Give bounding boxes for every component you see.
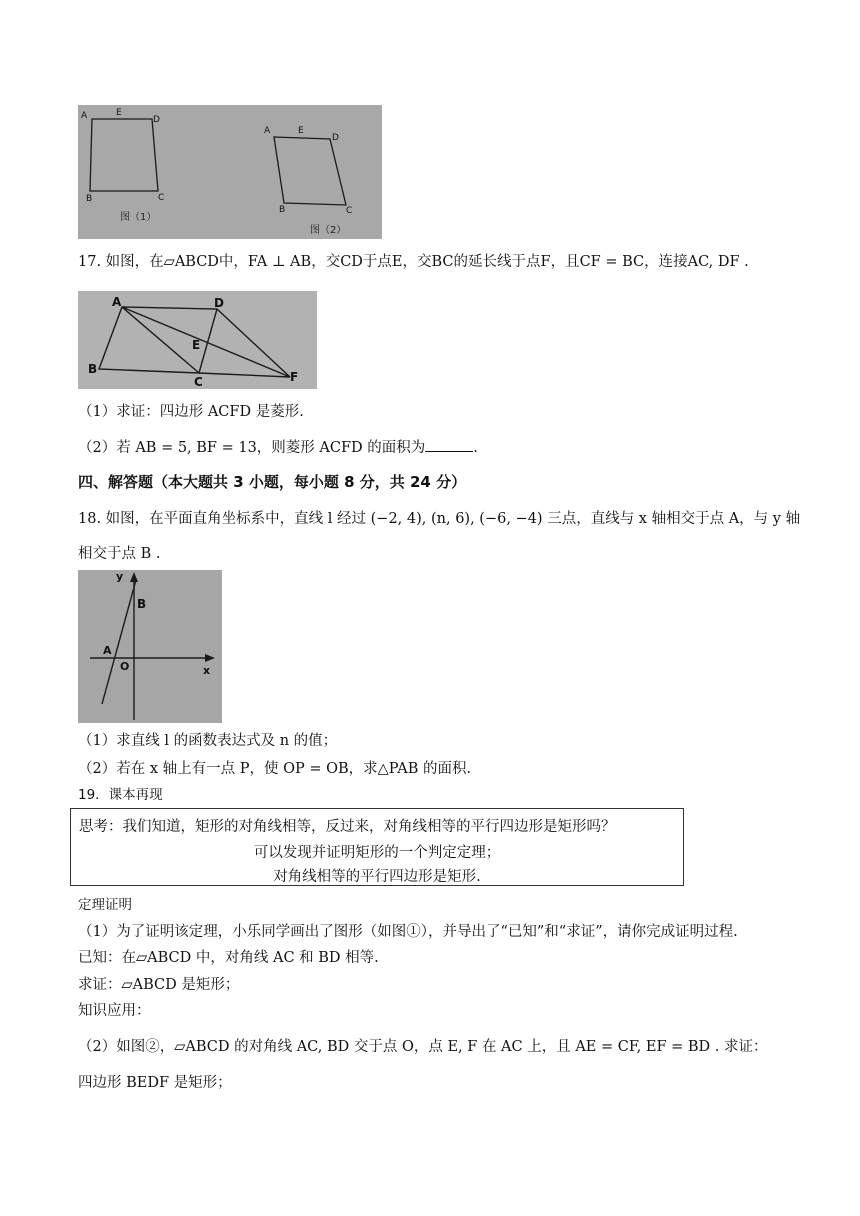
section-heading-text: 四、解答题（本大题共 3 小题，每小题 8 分，共 24 分） — [78, 473, 467, 491]
point-A: A — [112, 295, 122, 309]
q19-title — [78, 785, 163, 805]
q18-part2 — [78, 759, 471, 779]
fig1-point-C: C — [158, 193, 165, 203]
axis-label-x: x — [203, 664, 211, 677]
proof-title-text: 定理证明 — [78, 897, 132, 913]
think-box — [70, 808, 684, 886]
fig2-caption: 图（2） — [310, 225, 347, 236]
q18-stem-line2 — [78, 544, 160, 564]
point-A-q18: A — [103, 644, 112, 657]
q18-stem-line1-text: 18. 如图，在平面直角坐标系中，直线 l 经过 (−2, 4), (n, 6), (−6, −4) 三点，直线与 x 轴相交于点 A，与 y 轴 — [78, 511, 801, 527]
q19-given-text: 已知：在▱ABCD 中，对角线 AC 和 BD 相等. — [78, 950, 379, 966]
q17-stem-text: 17. 如图，在▱ABCD中，FA ⊥ AB，交CD于点E，交BC的延长线于点F，且CF = BC，连接AC, DF . — [78, 254, 749, 270]
origin-O: O — [120, 660, 130, 673]
application-title-text: 知识应用： — [78, 1003, 151, 1019]
point-C: C — [194, 375, 203, 389]
answer-blank — [425, 437, 473, 452]
fig1-point-B: B — [86, 194, 93, 204]
fig2-point-C: C — [346, 206, 353, 216]
q18-part1 — [78, 731, 337, 751]
q17-part2-text: （2）若 AB = 5, BF = 13，则菱形 ACFD 的面积为 — [78, 440, 426, 456]
fig1-point-D: D — [153, 115, 160, 125]
q19-part2-line2-text: 四边形 BEDF 是矩形； — [78, 1075, 232, 1091]
q19-part2-line1-text: （2）如图②，▱ABCD 的对角线 AC, BD 交于点 O，点 E, F 在 AC 上，且 AE = CF, EF = BD . 求证： — [78, 1039, 768, 1055]
q19-part1 — [78, 922, 738, 942]
q18-part2-text: （2）若在 x 轴上有一点 P，使 OP = OB，求△PAB 的面积. — [78, 761, 472, 777]
fig2-point-B: B — [279, 205, 286, 215]
q19-part2-line2 — [78, 1073, 232, 1093]
point-E: E — [192, 338, 201, 352]
application-title — [78, 1001, 151, 1021]
q19-part1-text: （1）为了证明该定理，小乐同学画出了图形（如图①），并导出了“已知”和“求证”，请你完成证明过程. — [78, 924, 738, 940]
figure-16-photo — [78, 105, 382, 239]
q19-given — [78, 948, 379, 968]
fig1-point-E: E — [116, 108, 122, 118]
q17-part2 — [78, 437, 478, 458]
q19-part2-line1 — [78, 1037, 768, 1057]
figure-18-photo — [78, 570, 222, 723]
axis-label-y: y — [116, 570, 124, 583]
fig1-point-A: A — [81, 111, 88, 121]
q19-prove — [78, 975, 239, 995]
point-D: D — [214, 296, 224, 310]
fig2-point-D: D — [332, 133, 339, 143]
figure-16-drawing — [78, 105, 382, 239]
q17-part1-text: （1）求证：四边形 ACFD 是菱形. — [78, 404, 304, 420]
think-box-line1: 思考：我们知道，矩形的对角线相等，反过来，对角线相等的平行四边形是矩形吗？ — [79, 819, 616, 835]
q17-part1 — [78, 402, 304, 422]
proof-title — [78, 895, 132, 915]
figure-17-photo — [78, 291, 317, 389]
think-box-line3: 对角线相等的平行四边形是矩形. — [273, 869, 481, 885]
fig1-caption: 图（1） — [120, 212, 157, 223]
figure-17-drawing — [78, 291, 317, 389]
fig2-point-E: E — [298, 126, 304, 136]
point-B-q18: B — [137, 597, 147, 611]
point-B: B — [88, 362, 98, 376]
q18-stem-line1 — [78, 509, 800, 529]
q19-prove-text: 求证：▱ABCD 是矩形； — [78, 977, 240, 993]
think-box-line2: 可以发现并证明矩形的一个判定定理； — [253, 845, 501, 861]
q18-stem-line2-text: 相交于点 B . — [78, 546, 161, 562]
figure-18-drawing — [78, 570, 222, 723]
q18-part1-text: （1）求直线 l 的函数表达式及 n 的值； — [78, 733, 338, 749]
q17-stem — [78, 252, 749, 272]
section-heading — [78, 472, 466, 492]
fig2-point-A: A — [264, 126, 271, 136]
point-F: F — [290, 370, 299, 384]
q17-part2-suffix: . — [473, 440, 478, 456]
q19-title-text: 19．课本再现 — [78, 787, 163, 803]
